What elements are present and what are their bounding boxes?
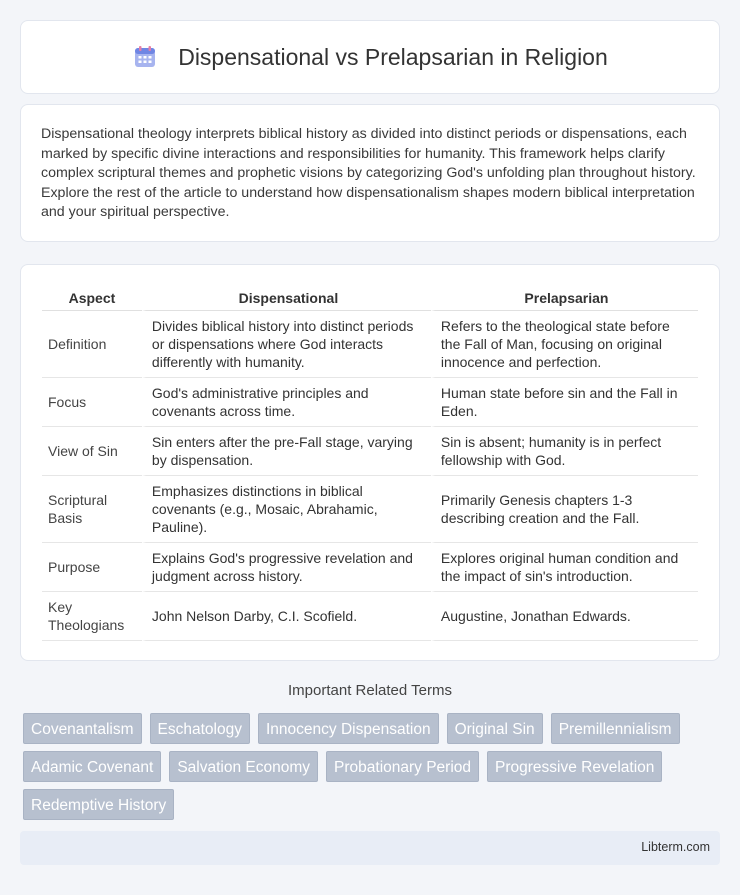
row-aspect: Scriptural Basis [42, 476, 142, 543]
row-dispensational: John Nelson Darby, C.I. Scofield. [142, 592, 431, 641]
column-header-aspect: Aspect [42, 285, 142, 311]
row-aspect: Purpose [42, 543, 142, 592]
table-row [42, 378, 698, 427]
table-row [42, 476, 698, 543]
comparison-table-card [20, 264, 720, 661]
column-header-dispensational: Dispensational [142, 285, 431, 311]
table-row [42, 427, 698, 476]
row-prelapsarian: Sin is absent; humanity is in perfect fellowship with God. [431, 427, 698, 476]
row-dispensational: Explains God's progressive revelation and judgment across history. [142, 543, 431, 592]
row-dispensational: Sin enters after the pre-Fall stage, varying by dispensation. [142, 427, 431, 476]
footer-brand[interactable]: Libterm.com [641, 840, 710, 854]
row-prelapsarian: Human state before sin and the Fall in Eden. [431, 378, 698, 427]
row-aspect: View of Sin [42, 427, 142, 476]
tag-covenantalism[interactable]: Covenantalism [23, 713, 142, 744]
row-aspect: Key Theologians [42, 592, 142, 641]
header-card [20, 20, 720, 94]
footer [20, 831, 720, 865]
page-title: Dispensational vs Prelapsarian in Religion [178, 43, 608, 70]
table-row [42, 311, 698, 378]
table-row [42, 543, 698, 592]
row-prelapsarian: Explores original human condition and the impact of sin's introduction. [431, 543, 698, 592]
row-aspect: Focus [42, 378, 142, 427]
tag-probationary-period[interactable]: Probationary Period [326, 751, 479, 782]
tag-innocency-dispensation[interactable]: Innocency Dispensation [258, 713, 439, 744]
related-terms-title: Important Related Terms [288, 682, 452, 699]
tag-adamic-covenant[interactable]: Adamic Covenant [23, 751, 161, 782]
tag-progressive-revelation[interactable]: Progressive Revelation [487, 751, 662, 782]
intro-card [20, 104, 720, 242]
tag-premillennialism[interactable]: Premillennialism [551, 713, 680, 744]
calendar-icon [132, 44, 158, 70]
table-header-row [42, 285, 698, 311]
related-terms-list [23, 713, 713, 820]
intro-text: Dispensational theology interprets biblical history as divided into distinct periods or dispensations, each marked by specific divine interactions and responsibilities for humanity. This framework helps clarify complex scriptural themes and prophetic visions by categorizing God's unfolding plan throughout history. Explore the rest of the article to understand how dispensationalism shapes modern biblical interpretation and your spiritual perspective. [41, 126, 696, 221]
row-dispensational: God's administrative principles and covenants across time. [142, 378, 431, 427]
comparison-table [42, 285, 698, 641]
tag-salvation-economy[interactable]: Salvation Economy [169, 751, 318, 782]
row-dispensational: Divides biblical history into distinct periods or dispensations where God interacts differently with humanity. [142, 311, 431, 378]
tag-original-sin[interactable]: Original Sin [447, 713, 543, 744]
table-row [42, 592, 698, 641]
row-prelapsarian: Primarily Genesis chapters 1-3 describing creation and the Fall. [431, 476, 698, 543]
row-prelapsarian: Refers to the theological state before the Fall of Man, focusing on original innocence and perfection. [431, 311, 698, 378]
row-dispensational: Emphasizes distinctions in biblical covenants (e.g., Mosaic, Abrahamic, Pauline). [142, 476, 431, 543]
row-aspect: Definition [42, 311, 142, 378]
tag-redemptive-history[interactable]: Redemptive History [23, 789, 174, 820]
row-prelapsarian: Augustine, Jonathan Edwards. [431, 592, 698, 641]
column-header-prelapsarian: Prelapsarian [431, 285, 698, 311]
tag-eschatology[interactable]: Eschatology [150, 713, 250, 744]
